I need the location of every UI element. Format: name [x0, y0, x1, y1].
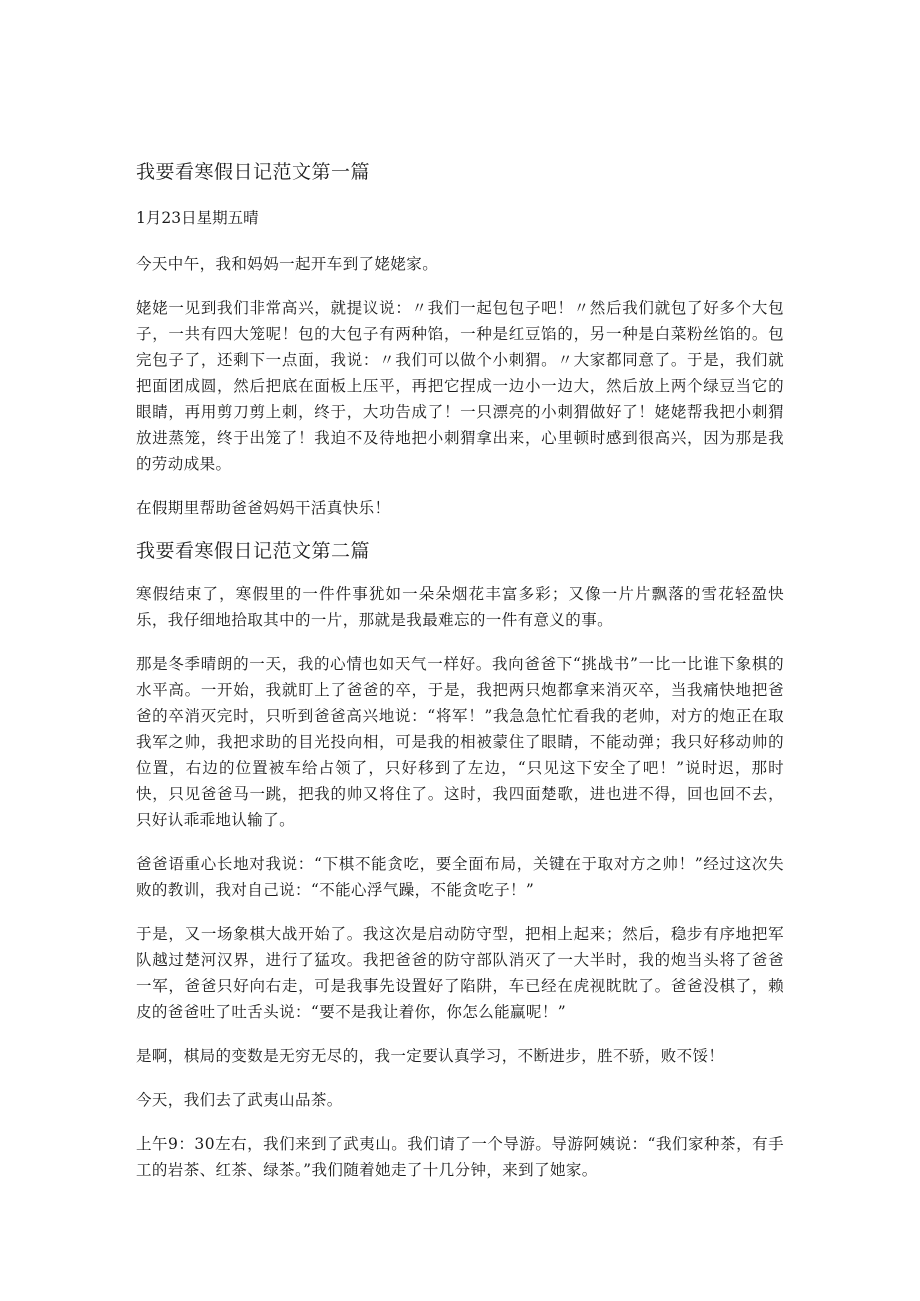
article-2-paragraph: 于是，又一场象棋大战开始了。我这次是启动防守型，把相上起来；然后，稳步有序地把军队越过楚河汉界，进行了猛攻。我把爸爸的防守部队消灭了一大半时，我的炮当头将了爸爸一军，爸爸只好向右走，可是我事先设置好了陷阱，车已经在虎视眈眈了。爸爸没棋了，赖皮的爸爸吐了吐舌头说：“要不是我让着你，你怎么能赢呢！”: [136, 925, 784, 1021]
article-2-title: 我要看寒假日记范文第二篇: [136, 540, 371, 562]
article-1-date: 1月23日星期五晴: [136, 209, 259, 227]
article-2-paragraph: 那是冬季晴朗的一天，我的心情也如天气一样好。我向爸爸下“挑战书”一比一比谁下象棋的水平高。一开始，我就盯上了爸爸的卒，于是，我把两只炮都拿来消灭卒，当我痛快地把爸爸的卒消灭完时，只听到爸爸高兴地说：“将军！”我急急忙忙看我的老帅，对方的炮正在取我军之帅，我把求助的目光投向相，可是我的相被蒙住了眼睛，不能动弹；我只好移动帅的位置，右边的位置被车给占领了，只好移到了左边，“只见这下安全了吧！”说时迟，那时快，只见爸爸马一跳，把我的帅又将住了。这时，我四面楚歌，进也进不得，回也回不去，只好认乖乖地认输了。: [136, 655, 784, 829]
article-2-paragraph: 是啊，棋局的变数是无穷无尽的，我一定要认真学习，不断进步，胜不骄，败不馁！: [136, 1047, 725, 1065]
article-2-paragraph: 上午9：30左右，我们来到了武夷山。我们请了一个导游。导游阿姨说：“我们家种茶，有手工的岩茶、红茶、绿茶。”我们随着她走了十几分钟，来到了她家。: [136, 1135, 784, 1179]
document-page: [136, 150, 784, 1183]
article-2-paragraph: 今天，我们去了武夷山品茶。: [136, 1091, 343, 1109]
article-2-paragraph: 爸爸语重心长地对我说：“下棋不能贪吃，要全面布局，关键在于取对方之帅！”经过这次失败的教训，我对自己说：“不能心浮气躁，不能贪吃子！”: [136, 855, 784, 899]
article-1-title: 我要看寒假日记范文第一篇: [136, 161, 371, 183]
article-1-paragraph: 姥姥一见到我们非常高兴，就提议说：〃我们一起包包子吧！〃然后我们就包了好多个大包子，一共有四大笼呢！包的大包子有两种馅，一种是红豆馅的，另一种是白菜粉丝馅的。包完包子了，还剩下一点面，我说：〃我们可以做个小刺猬。〃大家都同意了。于是，我们就把面团成圆，然后把底在面板上压平，再把它捏成一边小一边大，然后放上两个绿豆当它的眼睛，再用剪刀剪上刺，终于，大功告成了！一只漂亮的小刺猬做好了！姥姥帮我把小刺猬放进蒸笼，终于出笼了！我迫不及待地把小刺猬拿出来，心里顿时感到很高兴，因为那是我的劳动成果。: [136, 299, 784, 473]
article-1-paragraph: 今天中午，我和妈妈一起开车到了姥姥家。: [136, 255, 439, 273]
article-1-paragraph: 在假期里帮助爸爸妈妈干活真快乐！: [136, 499, 391, 517]
article-2-paragraph: 寒假结束了，寒假里的一件件事犹如一朵朵烟花丰富多彩；又像一片片飘落的雪花轻盈快乐，我仔细地拾取其中的一片，那就是我最难忘的一件有意义的事。: [136, 585, 784, 629]
